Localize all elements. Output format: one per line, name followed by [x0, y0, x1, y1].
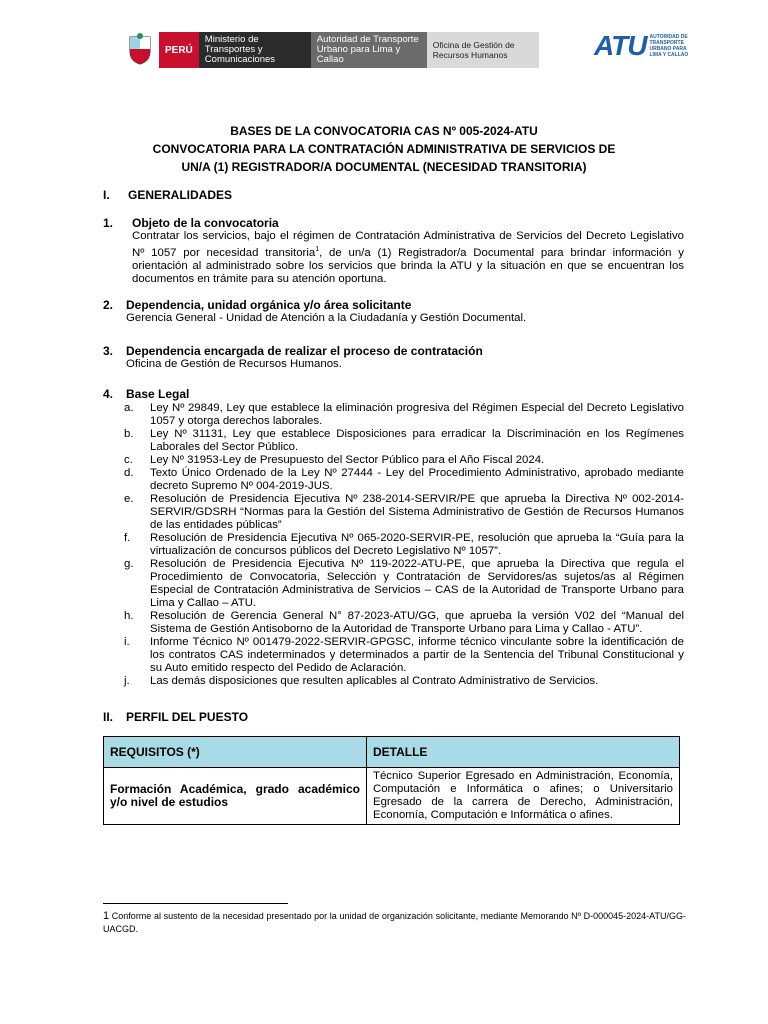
legal-item-text: Resolución de Gerencia General N° 87-2023-ATU/GG, que aprueba la versión V02 del “Manual del Sistema de Gestión Antisoborno de la Autoridad de Transporte Urbano para Lima y Callao - ATU”.	[150, 610, 684, 635]
item-3	[126, 344, 684, 371]
item-3-text: Oficina de Gestión de Recursos Humanos.	[126, 358, 342, 370]
legal-item-letter: h.	[124, 610, 134, 622]
ministry-label: Ministerio de Transportes y Comunicaciones	[199, 32, 311, 68]
legal-item-letter: d.	[124, 467, 134, 479]
legal-item-letter: g.	[124, 558, 134, 570]
office-label: Oficina de Gestión de Recursos Humanos	[427, 32, 539, 68]
item-4-number: 4.	[103, 387, 114, 401]
legal-item-text: Resolución de Presidencia Ejecutiva Nº 119-2022-ATU-PE, que aprueba la Directiva que regula el Procedimiento de Convocatoria, Selección y Contratación de Servidores/as sujetos/as al Régimen Especial de Contratación Administrativa de Servicios – CAS de la Autoridad de Transporte Urbano para Lima y Callao – ATU.	[150, 558, 684, 609]
legal-list-item	[124, 636, 684, 675]
item-1-text-a: Contratar los servicios, bajo el régimen de Contratación Administrativa de Servicios del Decreto Legislativo Nº 1057 por necesidad transitoria	[132, 230, 684, 259]
title-line-2: CONVOCATORIA PARA LA CONTRATACIÓN ADMINISTRATIVA DE SERVICIOS DE	[152, 142, 616, 156]
legal-item-text: Ley Nº 29849, Ley que establece la eliminación progresiva del Régimen Especial del Decreto Legislativo 1057 y otorga derechos laborales.	[150, 402, 684, 427]
legal-list-item	[124, 402, 684, 428]
title-line-1: BASES DE LA CONVOCATORIA CAS Nº 005-2024-ATU	[230, 124, 538, 138]
footnote	[103, 910, 686, 936]
item-1-text-b: , de un/a (1) Registrador/a Documental para brindar información y orientación al administrado sobre los servicios que brinda la ATU y la situación en que se encuentran los documentos en trámite para su atención oportuna.	[132, 246, 684, 285]
item-2-number: 2.	[103, 298, 114, 312]
legal-item-text: Las demás disposiciones que resulten aplicables al Contrato Administrativo de Servicios.	[150, 675, 599, 687]
item-2	[126, 298, 684, 325]
item-3-number: 3.	[103, 344, 114, 358]
legal-item-letter: e.	[124, 493, 134, 505]
legal-list-container	[124, 402, 684, 688]
legal-item-letter: f.	[124, 532, 131, 544]
legal-item-letter: j.	[124, 675, 130, 687]
item-1-number: 1.	[103, 216, 114, 230]
item-4-title: Base Legal	[126, 387, 190, 401]
item-2-text: Gerencia General - Unidad de Atención a la Ciudadanía y Gestión Documental.	[126, 312, 527, 324]
document-title	[0, 122, 768, 176]
section-2-title: PERFIL DEL PUESTO	[126, 710, 249, 724]
legal-list-item	[124, 493, 684, 532]
atu-logo-word: ATU	[594, 30, 647, 61]
requirement-cell: Formación Académica, grado académico y/o nivel de estudios	[104, 768, 367, 825]
section-1-number: I.	[103, 188, 110, 202]
legal-item-text: Ley Nº 31953-Ley de Presupuesto del Sector Público para el Año Fiscal 2024.	[150, 454, 545, 466]
footnote-ref: 1	[315, 246, 320, 253]
legal-item-letter: c.	[124, 454, 133, 466]
legal-list-item	[124, 532, 684, 558]
profile-table	[103, 736, 680, 825]
legal-list-item	[124, 675, 684, 688]
legal-item-text: Informe Técnico Nº 001479-2022-SERVIR-GPGSC, informe técnico vinculante sobre la identificación de los contratos CAS indeterminados y determinados a partir de la Sentencia del Tribunal Constitucional y su Auto emitido respecto del Pedido de Aclaración.	[150, 636, 684, 674]
footnote-text: Conforme al sustento de la necesidad presentado por la unidad de organización solicitante, mediante Memorando Nº D-000045-2024-ATU/GG-UACGD.	[103, 911, 686, 934]
peru-badge: PERÚ	[159, 32, 199, 68]
legal-item-text: Resolución de Presidencia Ejecutiva Nº 238-2014-SERVIR/PE que aprueba la Directiva Nº 002-2014-SERVIR/GDSRH “Normas para la Gestión del Sistema Administrativo de Gestión de Recursos Humanos de las entidades públicas”	[150, 493, 684, 531]
item-2-title: Dependencia, unidad orgánica y/o área solicitante	[126, 298, 412, 312]
legal-item-letter: a.	[124, 402, 134, 414]
section-2-number: II.	[103, 710, 114, 724]
table-header-row	[104, 737, 680, 768]
legal-item-text: Ley Nº 31131, Ley que establece Disposiciones para erradicar la Discriminación en los Regímenes Laborales del Sector Público.	[150, 428, 684, 453]
atu-logo-subtitle: AUTORIDAD DE TRANSPORTE URBANO PARA LIMA Y CALLAO	[649, 34, 689, 58]
legal-item-letter: b.	[124, 428, 134, 440]
table-header-detalle: DETALLE	[367, 737, 680, 768]
table-header-requisitos: REQUISITOS (*)	[104, 737, 367, 768]
legal-list-item	[124, 454, 684, 467]
item-1	[132, 216, 684, 286]
atu-logo	[594, 30, 699, 62]
government-header	[125, 32, 539, 68]
authority-label: Autoridad de Transporte Urbano para Lima y Callao	[311, 32, 427, 68]
coat-of-arms-icon	[125, 32, 155, 66]
section-1-title: GENERALIDADES	[128, 188, 233, 202]
detail-cell: Técnico Superior Egresado en Administración, Economía, Computación e Informática o afines; o Universitario Egresado de la carrera de Derecho, Administración, Economía, Computación e Informática o afines.	[367, 768, 680, 825]
legal-list-item	[124, 467, 684, 493]
legal-basis-list	[124, 402, 684, 688]
legal-item-text: Texto Único Ordenado de la Ley Nº 27444 - Ley del Procedimiento Administrativo, aprobado mediante decreto Supremo Nº 004-2019-JUS.	[150, 467, 684, 492]
item-4	[126, 387, 684, 401]
title-line-3: UN/A (1) REGISTRADOR/A DOCUMENTAL (NECESIDAD TRANSITORIA)	[181, 160, 587, 174]
item-1-text	[132, 230, 684, 286]
legal-item-text: Resolución de Presidencia Ejecutiva Nº 065-2020-SERVIR-PE, resolución que aprueba la “Guía para la virtualización de concursos públicos del Decreto Legislativo Nº 1057”.	[150, 532, 684, 557]
item-3-title: Dependencia encargada de realizar el proceso de contratación	[126, 344, 483, 358]
footnote-number: 1	[103, 910, 110, 922]
legal-list-item	[124, 610, 684, 636]
legal-list-item	[124, 428, 684, 454]
legal-list-item	[124, 558, 684, 610]
item-1-title: Objeto de la convocatoria	[132, 216, 279, 230]
footnote-divider	[103, 903, 288, 904]
legal-item-letter: i.	[124, 636, 130, 648]
table-row	[104, 768, 680, 825]
